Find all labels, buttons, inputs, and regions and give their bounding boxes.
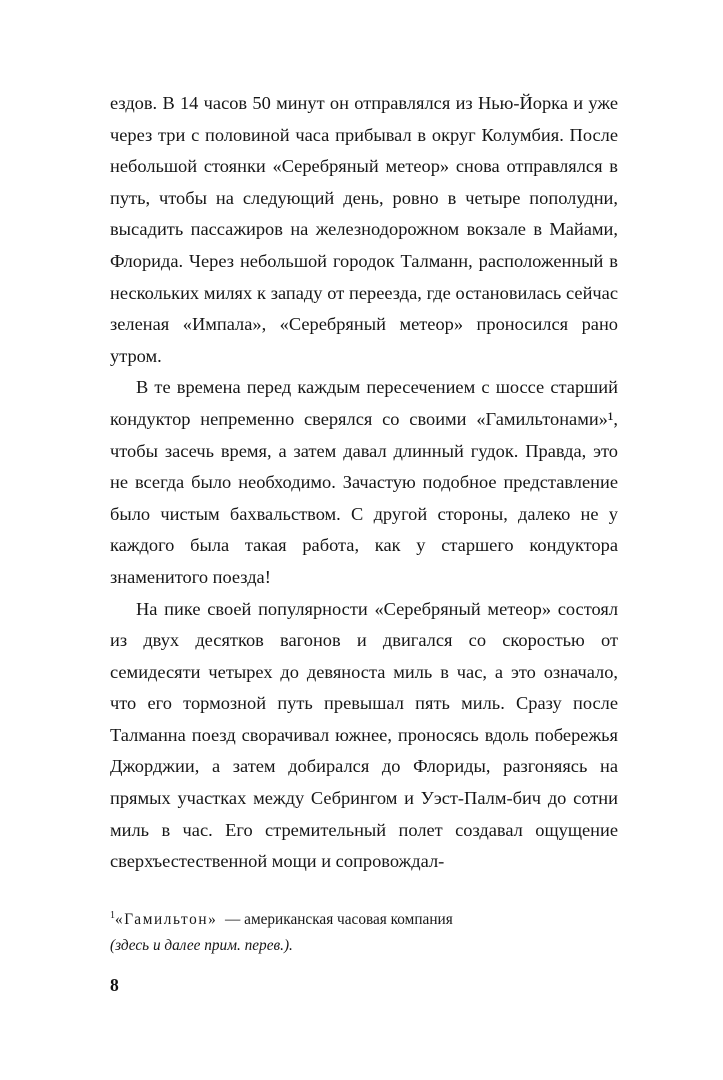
body-text [110,88,618,878]
paragraph: На пике своей популярности «Серебряный метеор» состоял из двух десятков вагонов и двигался со скоростью от семидесяти четырех до девяноста миль в час, а это означало, что его тормозной путь превышал пять миль. Сразу после Талманна поезд сворачивал южнее, проносясь вдоль побережья Джорджии, а затем добирался до Флориды, разгоняясь на прямых участках между Себрингом и Уэст-Палм-бич до сотни миль в час. Его стремительный полет создавал ощущение сверхъестественной мощи и сопровождал- [110,598,618,872]
footnote [110,903,618,959]
paragraph: ездов. В 14 часов 50 минут он отправлялся из Нью-Йорка и уже через три с половиной часа прибывал в округ Колумбия. После небольшой стоянки «Серебряный метеор» снова отправлялся в путь, чтобы на следующий день, ровно в четыре пополудни, высадить пассажиров на железнодорожном вокзале в Майами, Флорида. Через небольшой городок Талманн, расположенный в нескольких милях к западу от переезда, где остановилась сейчас зеленая «Импала», «Серебряный метеор» проносился рано утром. [110,93,618,366]
page-number: 8 [110,975,119,995]
footnote-definition: — американская часовая компания [225,911,453,929]
footnote-marker: 1 [110,910,115,921]
paragraph: В те времена перед каждым пересечением с шоссе старший кондуктор непременно сверялся со своими «Гамильтонами»¹, чтобы засечь время, а затем давал длинный гудок. Правда, это не всегда было необходимо. Зачастую подобное представление было чистым бахвальством. С другой стороны, далеко не у каждого была такая работа, как у старшего кондуктора знаменитого поезда! [110,377,618,587]
footnote-term: «Гамильтон» [115,911,218,929]
footnote-note: (здесь и далее прим. перев.). [110,937,293,955]
